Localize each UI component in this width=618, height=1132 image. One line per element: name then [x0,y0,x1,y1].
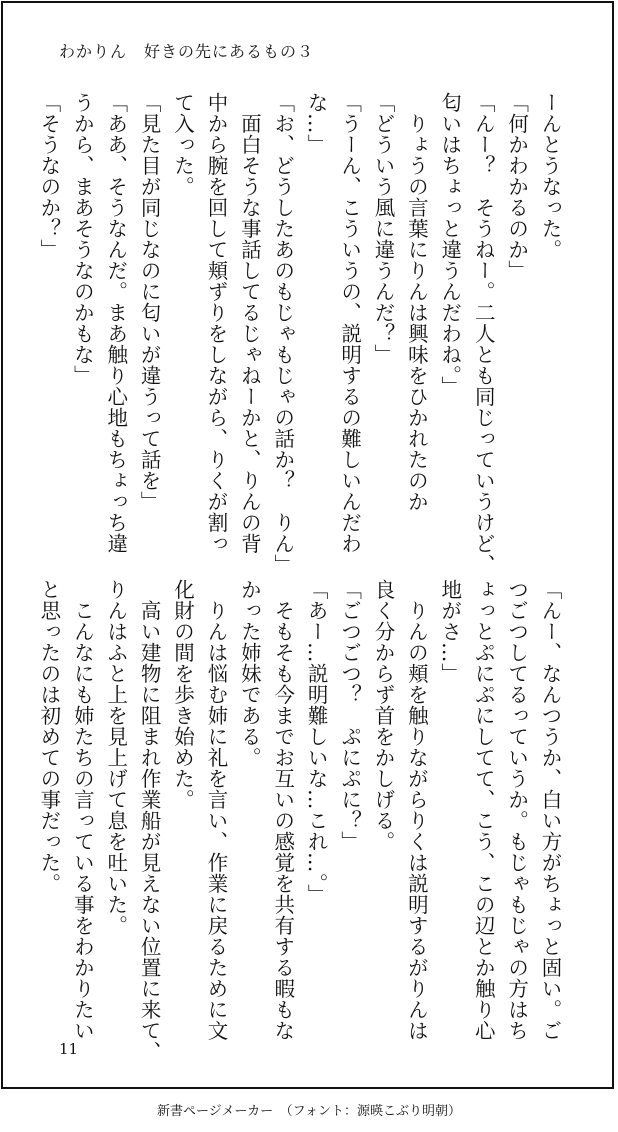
text-line: かった姉妹である。 [237,579,262,768]
text-line: て入った。 [170,92,195,197]
text-line: 「んー？ そうねー。二人とも同じっていうけど、 [471,92,496,575]
text-line: 良く分からず首をかしげる。 [370,579,395,852]
text-line: 「見た目が同じなのに匂いが違うって話を」 [137,92,162,512]
footer-credit: 新書ページメーカー （フォント：源暎こぶり明朝） [157,1104,461,1119]
text-line: 「あー…説明難しいな…これ…。」 [304,579,329,905]
text-line: 「どういう風に違うんだ？」 [370,92,395,365]
header-title: わかりん 好きの先にあるもの３ [59,42,315,61]
text-line: りんはふと上を見上げて息を吐いた。 [103,579,128,936]
text-line: 匂いはちょっと違うんだわね。」 [437,92,462,397]
text-line: 「何かわかるのか」 [504,92,529,281]
text-line: と思ったのは初めての事だった。 [36,579,61,894]
page-frame [1,1,614,1089]
text-line: ょっとぷにぷにしてて、こう、この辺とか触り心 [471,579,496,1041]
text-line: こんなにも姉たちの言っている事をわかりたい [70,579,95,1041]
text-block-top [32,92,567,575]
text-line: 「そうなのか？」 [36,92,61,260]
text-line: 「お、どうしたあのもじゃもじゃの話か？ りん」 [270,92,295,575]
text-line: 「ごつごつ？ ぷにぷに？」 [337,579,362,852]
text-line: 高い建物に阻まれ作業船が見えない位置に来て、 [137,579,162,1062]
text-line: 「うーん、こういうの、説明するの難しいんだわ [337,92,362,554]
text-line: つごつしてるっていうか。もじゃもじゃの方はち [504,579,529,1041]
text-line: りんの頬を触りながらりくは説明するがりんは [404,579,429,1041]
text-line: 中から腕を回して頬ずりをしながら、りくが割っ [203,92,228,554]
text-line: 面白そうな事話してるじゃねーかと、りんの背 [237,92,262,554]
text-line: 「んー、なんつうか、白い方がちょっと固い。ご [538,579,562,1041]
text-line: 地がさ…」 [437,579,462,684]
text-line: ーんとうなった。 [538,92,562,260]
text-line: 「ああ、そうなんだ。まあ触り心地もちょっち違 [103,92,128,554]
text-line: な…」 [304,92,329,155]
text-line: りんは悩む姉に礼を言い、作業に戻るために文 [203,579,228,1041]
text-line: 化財の間を歩き始めた。 [170,579,195,810]
page-number: 11 [59,1040,79,1058]
text-line: そもそも今までお互いの感覚を共有する暇もな [270,579,295,1041]
text-line: りょうの言葉にりんは興味をひかれたのか [404,92,429,512]
text-line: うから、まあそうなのかもな」 [70,92,95,386]
